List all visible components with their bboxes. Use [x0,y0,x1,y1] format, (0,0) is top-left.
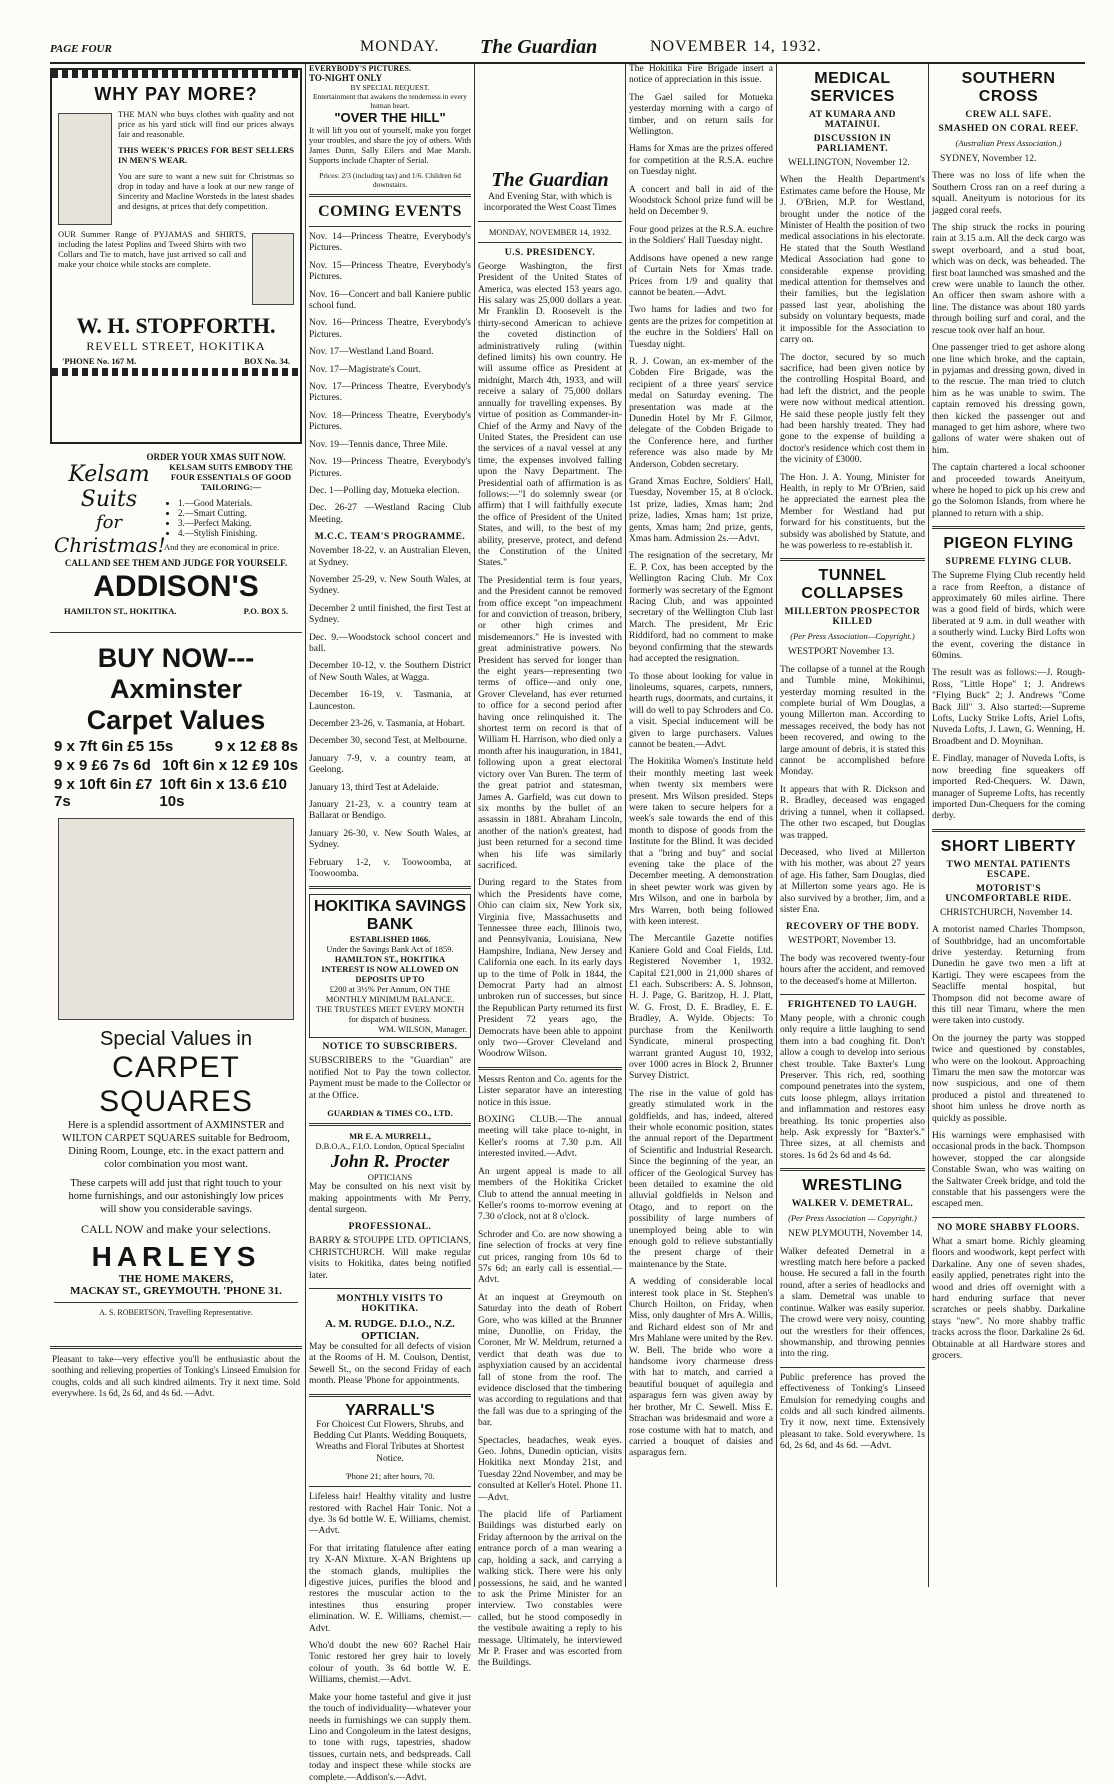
article-paragraph: There was no loss of life when the Southern Cross ran on a reef during a squall. Aneityum is notorious for its jagged coral reefs. [932,171,1085,216]
divider [309,194,471,197]
ad-headline: BUY NOW---Axminster [97,643,255,704]
article-paragraph: During regard to the States from which the Presidents have come, Ohio can claim six, New York six, Virginia five, Massachusetts and Tennessee three each, Illinois two, and Pennsylvania, Louisiana, New Hampshire, Indiana, New Jersey and California one each. In its early days up to the time of Polk in 1844, the Democrat Party had an almost unbroken run of successes, but since the Republican Party returned its first President 72 years ago, the Democrats have been able to appoint only two—Grover Cleveland and Woodrow Wilson. [478,878,622,1060]
ad-text: EVERYBODY'S PICTURES. [309,64,411,73]
column-1 [50,64,302,1587]
script-heading: Christmas! [54,533,166,557]
divider [780,558,925,561]
addisons-ad [50,448,302,633]
list-item: Nov. 17—Princess Theatre, Everybody's Pictures. [309,382,471,404]
events-list [309,232,471,526]
divider [309,1288,471,1289]
article-paragraph: The captain chartered a local schooner and proceeded towards Aneityum, where he hoped to pick up his crew and go the Solomon Islands, from where he planned to return with a ship. [932,463,1085,519]
column-rule [928,64,929,1587]
list-item: Dec. 26-27 —Westland Racing Club Meeting. [309,503,471,525]
article-paragraph: The Hon. J. A. Young, Minister for Health, in reply to Mr O'Brien, said he appreciated the earnest plea the Member for Westland had put forward for his constituents, but the subsidy was abolished by Statute, and he was powerless to re-establish it. [780,472,925,551]
article-paragraph: Walker defeated Demetral in a wrestling match here before a packed house. He secured a fall in the fourth round, after a series of headlocks and a slam. Demetral was unable to continue. Walker was easily superior. The crowd were very noisy, counting out the wrestlers for their offences, showmanship, and throwing pennies into the ring. [780,1246,925,1360]
advertiser-street: REVELL STREET, HOKITIKA [86,339,266,353]
ad-text: Prices: 2/3 (including tax) and 1/6. Children 6d downstairs. [319,171,461,189]
dateline: WESTPORT November 13. [788,647,895,658]
news-paragraph: Schroder and Co. are now showing a fine selection of frocks at very fine cut prices, ranging from 10s 6d to 57s 6d; an early call is essential.—Advt. [478,1229,622,1286]
list-item: • 2.—Smart Cutting. [178,508,298,518]
article-subheading: MOTORIST'S UNCOMFORTABLE RIDE. [945,883,1072,904]
column-4 [629,64,773,1587]
ad-text: MR E. A. MURRELL, [349,1131,431,1142]
list-item: • 1.—Good Materials. [178,498,298,508]
list-item: Nov. 15—Princess Theatre, Everybody's Pictures. [309,260,471,283]
article-subheading: CREW ALL SAFE. [965,110,1052,120]
ad-text: For Choicest Cut Flowers, Shrubs, and Bedding Cut Plants. Wedding Bouquets, Wreaths and Floral Tributes at Shortest Notice. [313,1419,467,1464]
byline: (Australian Press Association.) [955,138,1062,148]
list-item: December 2 until finished, the first Test at Sydney. [309,603,471,626]
article-paragraph: One passenger tried to get ashore along one line which broke, and the captain, in pyjamas and dressing gown, dived in to the rescue. The man tried to clutch him as he was unable to swim. The captain removed his dressing gown, then kicked the passenger out and managed to get him ashore, where two gallons of water were shaken out of him. [932,343,1085,456]
price-row [54,757,298,774]
dateline: CHRISTCHURCH, November 14. [940,907,1073,918]
article-subheading: SMASHED ON CORAL REEF. [938,124,1079,134]
list-item: January 21-23, v. a country team at Ballarat or Bendigo. [309,800,471,822]
column-3 [478,64,622,1669]
news-paragraph: Grand Xmas Euchre, Soldiers' Hall, Tuesday, November 15, at 8 o'clock. 1st prize, ladies, Xmas ham; 2nd prize, ladies, Xmas ham; 1st prize, gents, Xmas ham; 2nd prize, gents, Xmas ham. Admission 2s.—Advt. [629,477,773,545]
news-paragraph: Four good prizes at the R.S.A. euchre in the Soldiers' Hall Tuesday night. [629,224,773,247]
ad-headline: ORDER YOUR XMAS SUIT NOW. [146,452,286,462]
article-paragraph: The doctor, secured by so much sacrifice, had been given notice by the controlling Hospital Board, and had left the district, and the people were now without medical attention. He said these people justly felt they had been harshly treated. They had gone to the expense of building a doctor's residence which cost them in the vicinity of £3000. [780,352,925,466]
column-6 [932,64,1085,1587]
column-rule [305,64,306,1587]
article-headline: SHORT LIBERTY [940,837,1077,855]
column-rule [625,64,626,1587]
ad-text: OUR Summer Range of PYJAMAS and SHIRTS, including the latest Poplins and Tweed Shirts with two Collars and Tie to match, have just arrived so call and make your choice while stocks are complete. [58,229,246,269]
article-paragraph: George Washington, the first President of the United States of America, was elected 153 years ago. His salary was 25,000 dollars a year. Mr Franklin D. Roosevelt is the thirty-second American to achieve the coveted distinction of administratively ruling (within defined limits) his own country. He will assume office as President at midnight, March 4th, 1933, and will receive a salary of 75,000 dollars annually for travelling expenses. By virtue of position as Commander-in-Chief of the Army and Navy of the United States, the President can use the services of a naval vessel at any time, the expenses involved falling upon the Navy Department. The Presidential oath of affirmation is as follows:—"I do solemnly swear (or affirm) that I will faithfully execute the office of President of the United States, and will, to the best of my ability, preserve, protect, and defend the Constitution of the United States." [478,261,622,569]
list-item: February 1-2, v. Toowoomba, at Toowoomba. [309,857,471,880]
dateline: NEW PLYMOUTH, November 14. [788,1229,923,1240]
divider [309,1486,471,1487]
advertiser-address: MACKAY ST., GREYMOUTH. 'PHONE 31. [70,1285,282,1297]
divider [309,1123,471,1126]
list-item: Dec. 9.—Woodstock school concert and ball. [309,632,471,654]
advertiser-name: W. H. STOPFORTH. [76,313,276,338]
ad-text: BARRY & STOUPPE LTD. OPTICIANS, CHRISTCHURCH. Will make regular visits to Hokitika, dates being notified later. [309,1236,471,1281]
divider [780,1367,925,1368]
article-subheading: FRIGHTENED TO LAUGH. [787,999,918,1010]
masthead-day: MONDAY. [360,38,440,55]
ad-text: TO-NIGHT ONLY [309,73,383,83]
ad-text: CALL AND SEE THEM AND JUDGE FOR YOURSELF. [64,558,288,568]
article-heading: U.S. PRESIDENCY. [504,247,596,258]
advertiser-name: ADDISON'S [93,570,259,603]
masthead-title: The Guardian [480,36,598,58]
news-paragraph: Spectacles, headaches, weak eyes. Geo. Johns, Dunedin optician, visits Hokitika next Monday 21st, and Tuesday 22nd November, and may be consulted at Keller's Hotel. Phone 11. —Advt. [478,1435,622,1503]
article-paragraph: The Supreme Flying Club recently held a race from Reefton, a distance of approximately 60 miles airline. There was a good field of birds, which were liberated at 9 a.m. in dull weather with a southerly wind. Lucky Bird Lofts won the event, covering the distance in 60mins. [932,571,1085,662]
article-subheading: TWO MENTAL PATIENTS ESCAPE. [946,859,1071,880]
news-paragraph: A concert and ball in aid of the Woodstock School prize fund will be held on December 9. [629,184,773,218]
pyjama-illustration-icon [252,233,294,305]
notice-text: SUBSCRIBERS to the "Guardian" are notified Not to Pay the town collector. Payment must be made to the Collector or at the Office. [309,1056,471,1101]
article-paragraph: The result was as follows:—J. Rough-Ross, "Little Hope" 1; J. Andrews "Flying Buck" 2; J. Andrews "Come Back Jill" 3. Also started:—Supreme Lofts, Lucky Strike Lofts, Ariel Lofts, Nuveda Lofts, J. Lawn, G. Wenning, H. Broadbent and D. Moynihan. [932,668,1085,747]
article-subheading: DISCUSSION IN PARLIAMENT. [813,134,892,154]
savings-bank-ad [309,894,471,1038]
optician-logo: John R. Procter [330,1151,450,1172]
section-subheading: PROFESSIONAL. [348,1222,432,1233]
article-headline: MEDICAL SERVICES [810,70,895,105]
film-title: "OVER THE HILL" [334,110,446,125]
advert-paragraph: Pleasant to take—very effective you'll be enthusiastic about the soothing and relieving properties of Tonking's Linseed Emulsion for coughs, colds and all such kindred ailments. Try it next time. Sold everywhere. 1s 6d, 2s 6d, and 4s 6d. —Advt. [52,1354,300,1399]
list-item: December 23-26, v. Tasmania, at Hobart. [309,719,466,729]
ad-text: THE MAN who buys clothes with quality and not price as his yard stick will find our prices always fair and reasonable. [118,109,294,139]
column-2 [309,64,471,1783]
ad-headline: WHY PAY MORE? [94,84,258,104]
advert-paragraph: Make your home tasteful and give it just the touch of individuality—whatever your needs in furnishings we can supply them. Lino and Congoleum in the latest designs, to tone with rugs, tapestries, shadow tissues, curtain nets, and bedspreads. Call today and inspect these while stocks are complete.—Addison's.—Advt. [309,1692,471,1783]
ad-text: A. M. RUDGE. D.I.O., N.Z. OPTICIAN. [325,1317,455,1342]
news-paragraph: Addisons have opened a new range of Curtain Nets for Xmas trade. Prices from 1/9 and quality that cannot be beaten.—Advt. [629,253,773,298]
news-paragraph: An urgent appeal is made to all members of the Hokitika Cricket Club to attend the annual meeting in Keller's rooms to-morrow evening at 7.30 o'clock, not at 8 o'clock. [478,1166,622,1223]
article-paragraph: E. Findlay, manager of Nuveda Lofts, is now breeding fine squeakers off imported Red-Chequers. W. Dawn, manager of Supreme Lofts, has recently imported Dun-Chequers for the coming derby. [932,754,1085,822]
byline: (Per Press Association — Copyright.) [788,1213,917,1224]
advert-paragraph: Public preference has proved the effectiveness of Tonking's Linseed Emulsion for remedying coughs and colds and all such kindred ailments. Try it now, next time. Extensively pleasant to take. Sold everywhere. 1s 6d, 2s 6d, and 4s 6d. —Advt. [780,1372,925,1452]
divider [478,1067,622,1070]
ad-text: May be consulted for all defects of vision at the Rooms of H. M. Coulson, Dentist, Sewell St., on the second Friday of each month. Please 'Phone for appointments. [309,1341,471,1387]
ad-headline: YARRALL'S [345,1401,435,1419]
news-paragraph: BOXING CLUB.—The annual meeting will take place to-night, in Keller's rooms at 7.30 p.m. All interested invited.—Advt. [478,1115,622,1160]
article-subheading: SUPREME FLYING CLUB. [945,557,1072,568]
list-item: • 4.—Stylish Finishing. [178,528,298,538]
ad-text: Under the Savings Bank Act of 1859. [326,944,454,955]
ad-text: INTEREST IS NOW ALLOWED ON DEPOSITS UP TO [321,964,459,985]
list-item: Dec. 1—Polling day, Motueka election. [309,485,460,496]
price-item: 9 x 10ft 6in £7 7s [54,776,153,810]
article-headline: SOUTHERN CROSS [961,70,1056,105]
list-item: December 16-19, v. Tasmania, at Launceston. [309,690,471,712]
divider [478,221,622,222]
advertiser-phone: 'PHONE No. 167 M. [62,356,137,366]
news-paragraph: Hams for Xmas are the prizes offered for competition at the R.S.A. euchre on Tuesday night. [629,144,773,178]
article-subheading: NO MORE SHABBY FLOORS. [937,1222,1080,1233]
divider [780,1168,925,1171]
editorial-subtitle: And Evening Star, with which is incorporated the West Coast Times [483,192,617,214]
advertiser-name: HARLEYS [91,1241,261,1272]
divider [932,526,1085,529]
price-item: 10ft 6in x 12 £9 10s [162,757,298,774]
article-headline: WRESTLING [802,1177,903,1195]
ad-text: And they are economical in price. [164,542,280,552]
article-paragraph: On the journey the party was stopped twice and questioned by constables, who were on the lookout. Approaching Timaru the men saw the motorcar was now suspicious, and one of them produced a pistol and threatened to shoot him unless he drove north as quickly as possible. [932,1033,1085,1124]
list-item: Nov. 18—Princess Theatre, Everybody's Pictures. [309,410,471,433]
article-paragraph: When the Health Department's Estimates came before the House, Mr J. O'Brien, M.P. for Westland, brought under the notice of the Minister of Health the position of two medical associations in his electorate. He stated that the South Westland Medical Association had gone to considerable expense providing medical attention for themselves and their families, but the legislation passed last year, abolishing the subsidy on voluntary bequests, made it impossible for the Association to carry on. [780,175,925,346]
news-paragraph: The placid life of Parliament Buildings was disturbed early on Friday afternoon by the arrival on the entrance porch of a man wearing a cap, holding a sack, and carrying a walking stick. There were his only possessions, he said, and he wanted to ask the Prime Minister for an interview. Two constables were called, but he stood composedly in the vestibule awaiting a reply to his message. Ultimately, he interviewed Mr P. Fraser and was escorted from the Buildings. [478,1510,622,1669]
divider [478,242,622,243]
article-paragraph: His warnings were emphasised with occasional prods in the back. Thompson however, stopped the car alongside Constable Swan, who was waiting on the Saltwater Creek bridge, and told the constable that his passengers were the escaped men. [932,1131,1085,1210]
advert-paragraph: Many people, with a chronic cough only require a little laughing to send them into a bad coughing fit. Don't allow a cough to develop into serious chest trouble. Take Baxter's Lung Preserver. This rich, red, soothing compound penetrates into the system, cuts loose phlegm, allays irritation and inflammation and restores easy breathing. Its tonic properties also help. Ask expressly for "Baxter's." Three sizes, at all chemists and stores. 1s 6d 2s 6d and 4s 6d. [780,1013,925,1161]
man-illustration-icon [58,113,112,225]
mcc-list [309,546,471,880]
script-heading: for [95,512,123,533]
list-item: November 18-22, v. an Australian Eleven, at Sydney. [309,546,471,568]
dateline: SYDNEY, November 12. [940,154,1037,164]
news-paragraph: The resignation of the secretary, Mr E. P. Cox, has been accepted by the Wellington Racing Club. Mr Cox formerly was secretary of the Egmont Racing Club, and was appointed secretary of the Wellington Club last March. The president, Mr Eric Riddiford, had no comment to make beyond confirming that the stewards had accepted the resignation. [629,551,773,665]
news-paragraph: To those about looking for value in linoleums, squares, carpets, runners, hearth rugs, doormats, and curtains, it will do well to pay Schroders and Co. a visit. Special inducement will be given to large purchasers. Values cannot be beaten.—Advt. [629,671,773,750]
article-paragraph: Deceased, who lived at Millerton with his mother, was about 27 years of age. His father, Sam Douglas, died at Millerton some years ago. He is also survived by a brother, Jim, and a sister Ena. [780,847,925,915]
news-paragraph: The Hokitika Women's Institute held their monthly meeting last week when twenty six members were present. Mrs Wilson presided. Steps were taken to secure helpers for a week's sale towards the end of this month to dispose of goods from the Institute for the Blind. It was decided that a "bring and buy" and social evening take the place of the December meeting. A demonstration in sheet pewter work was given by Mrs Wilson, and one in barbola by Mrs Warren, both being followed with keen interest. [629,757,773,928]
advertiser-address: HAMILTON ST., HOKITIKA. [64,606,177,616]
list-item: Nov. 16—Princess Theatre, Everybody's Pictures. [309,318,471,340]
masthead [50,38,1085,60]
news-paragraph: A wedding of considerable local interest took place in St. Stephen's Church Hoilton, on Friday, when Miss, only daughter of Mrs A. Willis, and Richard eldest son of Mr and Mrs Mahlane were united by the Rev. W. Bell. The bride who wore a handsome ivory charmeuse dress with hat to match, and carried a beautiful bouquet of aquilegia and asparagus fern was given away by her brother, Mr C. Sewell. Miss E. Strachan was bridesmaid and wore a rose costume with hat to match, and carried a bouquet of daisies and asparagus fern. [629,1277,773,1459]
list-item: Nov. 17—Magistrate's Court. [309,364,421,375]
price-item: 10ft 6in x 13.6 £10 10s [159,776,287,810]
list-item: December 30, second Test, at Melbourne. [309,736,467,747]
ad-text: It will lift you out of yourself, make you forget your troubles, and share the joy of others. With James Dunn, Sally Eilers and Mae Marsh. Supports include Chapter of Serial. [309,125,471,165]
ad-text: £200 at 3½% Per Annum, ON THE MONTHLY MINIMUM BALANCE. [325,984,455,1005]
column-5 [780,64,925,1587]
ad-text: May be consulted on his next visit by making appointments with Mr Perry, dental surgeon. [309,1182,471,1215]
article-paragraph: It appears that with R. Dickson and R. Bradley, deceased was engaged driving a tunnel, when it collapsed. The other two escaped, but Douglas was trapped. [780,784,925,841]
ad-headline: Carpet Values [86,705,266,735]
ad-text: HAMILTON ST., HOKITIKA [334,954,446,965]
list-item: Nov. 19—Tennis dance, Three Mile. [309,439,448,450]
checker-border [52,368,300,376]
article-paragraph: A motorist named Charles Thompson, of Southbridge, had an uncomfortable drive yesterday. Returning from Dunedin he gave two men a lift at Kartigi. They were escapees from the Seacliffe mental hospital, but Thompson did not become aware of this till near Timaru, where the men were taken into custody. [932,925,1085,1027]
ad-text: ESTABLISHED 1866. [349,934,431,945]
list-item: Nov. 14—Princess Theatre, Everybody's Pictures. [309,232,471,254]
byline: (Per Press Association—Copyright.) [790,631,915,642]
divider [309,886,471,889]
masthead-date: NOVEMBER 14, 1932. [650,38,822,55]
news-paragraph: R. J. Cowan, an ex-member of the Cobden Fire Brigade, was the recipient of a three years' service medal on Saturday evening. The presentation was made at the Dunedin Hotel by Mr F. Gilmor, delegate of the Cobden Brigade to the Conference here, and further reference was also made by Mr Anderson, Cobden secretary. [629,356,773,470]
ad-text: You are sure to want a new suit for Christmas so drop in today and have a look at our new range of Sincerity and Macline Worsteds in the latest shades and designs, at prices that defy competition. [118,171,294,211]
ad-subhead: CARPET SQUARES [99,1051,253,1118]
section-heading: COMING EVENTS [318,203,462,220]
dateline: WELLINGTON, November 12. [788,158,910,168]
editorial-title: The Guardian [491,169,609,191]
advert-paragraph: Lifeless hair! Healthy vitality and lustre restored with Rachel Hair Tonic. Not a dye. 3s 6d bottle W. E. Williams, chemist.—Advt. [309,1492,471,1537]
script-heading: Kelsam Suits [68,462,150,512]
ad-text: Entertainment that awakens the tenderness in every human heart. [312,92,468,110]
list-item: • 3.—Perfect Making. [178,518,298,528]
price-item: 9 x 9 £6 7s 6d [54,757,151,774]
divider [932,829,1085,832]
ad-text: Here is a splendid assortment of AXMINSTER and WILTON CARPET SQUARES suitable for Bedroom, Dining Room, Lounge, etc. in the exact pattern and color combination you most want. [62,1120,290,1170]
ad-text: THE TRUSTEES MEET EVERY MONTH for dispatch of business. [315,1004,465,1025]
divider [50,1346,302,1349]
ad-text: WM. WILSON, Manager. [378,1024,467,1035]
ad-text: THIS WEEK'S PRICES FOR BEST SELLERS IN MEN'S WEAR. [118,145,294,165]
price-row [54,738,298,755]
news-paragraph: The Mercantile Gazette notifies Kaniere Gold and Coal Fields, Ltd. Registered November 1, 1932. Capital £21,000 in 21,000 shares of £1 each. Subscribers: A. S. Johnson, H. J. Page, G. Baritzop, H. J. Platt, W. G. Frost, D. E. Bradley, E. E. Bradley, A. Wylde. Objects: To purchase from the Kenilworth Syndicate, mineral prospecting warrant granted August 10, 1932, over 1000 acres in Block 2, Brunner Survey District. [629,934,773,1082]
checker-border [52,70,300,78]
price-item: 9 x 7ft 6in £5 15s [54,738,174,755]
list-item: December 10-12, v. the Southern District of New South Wales, at Wagga. [309,661,471,683]
divider [309,226,471,227]
news-paragraph: The Hokitika Fire Brigade insert a notice of appreciation in this issue. [629,64,773,86]
advertiser-tagline: THE HOME MAKERS, [118,1273,234,1285]
ad-text: D.B.O.A., F.I.O. London, Optical Specialist [315,1141,465,1152]
news-paragraph: Messrs Renton and Co. agents for the Lister separator have an interesting notice in this issue. [478,1074,622,1108]
news-paragraph: The Gael sailed for Motueka yesterday morning with a cargo of timber, and on return sails for Wellington. [629,92,773,138]
notice-signature: GUARDIAN & TIMES CO., LTD. [327,1108,453,1119]
list-item: January 13, third Test at Adelaide. [309,782,439,793]
article-headline: PIGEON FLYING [943,535,1074,553]
news-paragraph: Two hams for ladies and two for gents are the prizes for competition at the euchre in the Soldiers' Hall on Tuesday night. [629,305,773,350]
ad-text: BY SPECIAL REQUEST. [350,83,430,92]
divider [54,1302,298,1303]
ad-headline: HOKITIKA SAVINGS BANK [313,898,466,934]
column-rule [776,64,777,1587]
article-subheading: AT KUMARA AND MATAINUI. [809,110,896,130]
list-item: Nov. 17—Westland Land Board. [309,347,434,358]
article-paragraph: The body was recovered twenty-four hours after the accident, and removed to the deceased's home at Millerton. [780,953,925,987]
harleys-ad [50,633,302,1341]
section-subheading: M.C.C. TEAM'S PROGRAMME. [314,532,466,543]
section-subheading: MONTHLY VISITS TO HOKITIKA. [336,1293,444,1314]
list-item: Nov. 16—Concert and ball Kaniere public school fund. [309,289,471,312]
ad-text: KELSAM SUITS EMBODY THE FOUR ESSENTIALS OF GOOD TAILORING:— [169,462,293,492]
advert-paragraph: Who'd doubt the new 60? Rachel Hair Tonic restored her grey hair to lovely colour of youth. 3s 6d bottle W. E. Williams, chemist.—Advt. [309,1641,471,1686]
section-subheading: NOTICE TO SUBSCRIBERS. [322,1042,458,1053]
list-item: Nov. 19—Princess Theatre, Everybody's Pictures. [309,457,471,479]
news-paragraph: At an inquest at Greymouth on Saturday into the death of Robert Gore, who was killed at the Brunner mine, Dunollie, on Friday, the Coroner, Mr W. Meldrum, returned a verdict that death was due to asphyxiation caused by an accidental fall of stone from the roof. The evidence disclosed that the timbering was according to regulations and that the fall was due to a springing of the bar. [478,1292,622,1429]
advertiser-agent: A. S. ROBERTSON, Travelling Representative. [99,1308,253,1317]
ad-text: 'Phone 21; after hours, 70. [345,1471,435,1482]
stopforth-ad [50,68,302,444]
advert-paragraph: For that irritating flatulence after eating try X-AN Mixture. X-AN Brightens up the stomach glands, multiplies the digestive juices, purifies the blood and restores the muscular action to the intestines thus ensuring proper elimination. W. E. Williams, chemist.—Advt. [309,1543,471,1634]
advertiser-box: P.O. BOX 5. [243,606,288,616]
divider [780,994,925,995]
advert-paragraph: What a smart home. Richly gleaming floors and woodwork, kept perfect with Darkaline. Any one of seven shades, easily applied, penetrates right into the wood and dries off overnight with a hard enduring surface that never scratches or peels shabby. Darkaline stays "new". No more shabby traffic tracks across the floor. Darkaline 2s 6d. Obtainable at all Hardware stores and grocers. [932,1236,1085,1361]
column-rule [474,64,475,1587]
carpet-room-illustration-icon [58,818,294,1020]
article-subheading: RECOVERY OF THE BODY. [786,922,919,933]
pictures-ad [309,64,471,189]
price-item: 9 x 12 £8 8s [214,738,298,755]
list-item: January 7-9, v. a country team, at Geelong. [309,753,471,776]
price-row [54,776,298,810]
ad-text: OPTICIANS [367,1172,413,1183]
article-paragraph: The Presidential term is four years, and the President cannot be removed from office except "on impeachment for and conviction of treason, bribery, or other high crimes and misdemeanors." He is invested with great administrative powers. No President has served for longer than the eight years—representing two terms of office—and only one, Grover Cleveland, has ever returned to office for a second period after having once relinquished it. The shortest term on record is that of William H. Harrison, who died only a month after his inauguration, in 1841, following upon a great electoral victory over Van Buren. The term of the great patriot and statesman, James A. Garfield, was cut down to six months by the bullet of an assassin in 1881. Abraham Lincoln, another of the nation's greatest, had just been returned for a second time when his life was similarly sacrificed. [478,575,622,871]
page-number: PAGE FOUR [50,43,112,55]
ad-text: CALL NOW and make your selections. [81,1222,271,1236]
ad-text: These carpets will add just that right touch to your home furnishings, and our astonishingly low prices will show you considerable savings. [68,1178,284,1215]
list-item: January 26-30, v. New South Wales, at Sydney. [309,828,471,851]
advertiser-box: BOX No. 34. [244,356,290,366]
list-item: November 25-29, v. New South Wales, at Sydney. [309,574,471,597]
article-headline: TUNNEL COLLAPSES [801,567,904,603]
news-paragraph: The rise in the value of gold has greatly stimulated work in the goldfields, and has, indeed, altered their whole economic position, states the annual report of the Department of Scientific and Industrial Research. Since the beginning of the year, an officer of the Geological Survey has been detailed to examine the old alluvial goldfields in Nelson and Otago, and to report on the possibility of large numbers of unemployed being able to win enough gold to relieve substantially the present charge of their maintenance by the State. [629,1088,773,1270]
article-paragraph: The collapse of a tunnel at the Rough and Tumble mine, Mokihinui, yesterday morning resulted in the complete burial of Wm Douglas, a young Millerton man. According to messages received, the body has not been recovered, and owing to the large amount of debris, it is stated this cannot be accomplished before Monday. [780,664,925,778]
divider [309,1394,471,1397]
ad-subhead: Special Values in [100,1028,252,1050]
editorial-date: MONDAY, NOVEMBER 14, 1932. [488,226,612,237]
divider [932,1217,1085,1218]
article-subheading: MILLERTON PROSPECTOR KILLED [784,607,921,628]
article-paragraph: The ship struck the rocks in pouring rain at 3.15 a.m. All the deck cargo was swept overboard, and a stud boat, which was on deck, was beheaded. The first boat launched was smashed and the crew were unable to launch the other. An officer then swam ashore with a line. The distance was about 180 yards through boiling surf and coral, and the rescue took over half an hour. [932,223,1086,336]
dateline: WESTPORT, November 13. [788,936,896,947]
article-subheading: WALKER V. DEMETRAL. [791,1199,914,1210]
